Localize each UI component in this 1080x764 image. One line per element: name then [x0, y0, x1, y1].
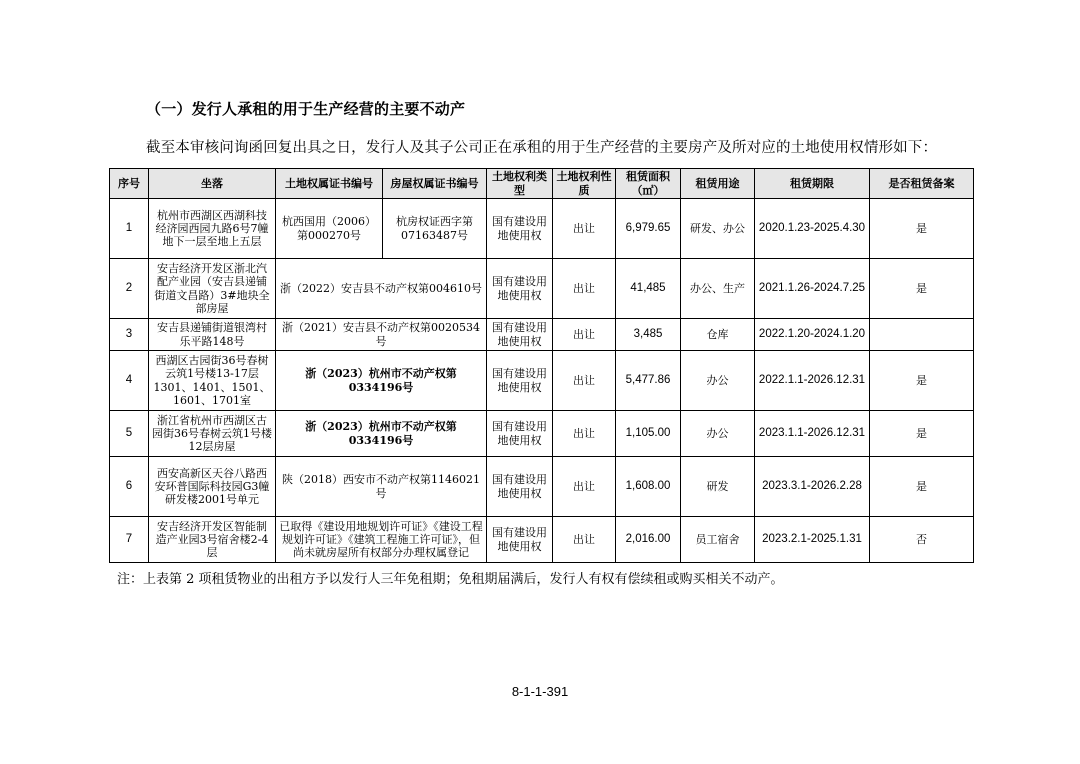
- table-row: [110, 259, 974, 319]
- cert-cell: 浙（2023）杭州市不动产权第0334196号: [276, 411, 487, 457]
- location-cell: 安吉经济开发区智能制造产业园3号宿舍楼2-4层: [149, 517, 276, 563]
- cert-cell: 浙（2021）安吉县不动产权第0020534号: [276, 319, 487, 351]
- cert-cell: 陕（2018）西安市不动产权第1146021号: [276, 457, 487, 517]
- header-cell: 租赁用途: [681, 169, 755, 199]
- term-cell: 2022.1.20-2024.1.20: [755, 319, 870, 351]
- use-cell: 研发、办公: [681, 199, 755, 259]
- row-number: 5: [110, 411, 149, 457]
- table-header-row: [110, 169, 974, 199]
- cert-cell: 浙（2022）安吉县不动产权第004610号: [276, 259, 487, 319]
- area-cell: 2,016.00: [616, 517, 681, 563]
- row-number: 3: [110, 319, 149, 351]
- header-cell: 租赁期限: [755, 169, 870, 199]
- area-cell: 1,105.00: [616, 411, 681, 457]
- land-nature-cell: 出让: [553, 199, 616, 259]
- land-type-cell: 国有建设用地使用权: [487, 457, 553, 517]
- lease-table: [109, 168, 974, 563]
- area-cell: 3,485: [616, 319, 681, 351]
- area-cell: 6,979.65: [616, 199, 681, 259]
- header-cell: 坐落: [149, 169, 276, 199]
- use-cell: 员工宿舍: [681, 517, 755, 563]
- land-nature-cell: 出让: [553, 351, 616, 411]
- filed-cell: 是: [870, 199, 974, 259]
- header-cell: 租赁面积（㎡）: [616, 169, 681, 199]
- page-number: 8-1-1-391: [511, 684, 569, 699]
- filed-cell: 是: [870, 457, 974, 517]
- term-cell: 2023.2.1-2025.1.31: [755, 517, 870, 563]
- filed-cell: 是: [870, 351, 974, 411]
- house-cert-cell: 杭房权证西字第07163487号: [383, 199, 487, 259]
- cert-cell: 已取得《建设用地规划许可证》《建设工程规划许可证》《建筑工程施工许可证》，但尚未就房屋所有权部分办理权属登记: [276, 517, 487, 563]
- land-nature-cell: 出让: [553, 457, 616, 517]
- term-cell: 2022.1.1-2026.12.31: [755, 351, 870, 411]
- use-cell: 办公、生产: [681, 259, 755, 319]
- term-cell: 2023.3.1-2026.2.28: [755, 457, 870, 517]
- term-cell: 2023.1.1-2026.12.31: [755, 411, 870, 457]
- land-type-cell: 国有建设用地使用权: [487, 199, 553, 259]
- location-cell: 安吉县递铺街道银湾村乐平路148号: [149, 319, 276, 351]
- area-cell: 41,485: [616, 259, 681, 319]
- land-type-cell: 国有建设用地使用权: [487, 351, 553, 411]
- table-footnote: 注：上表第 2 项租赁物业的出租方予以发行人三年免租期；免租期届满后，发行人有权有偿续租或购买相关不动产。: [117, 572, 784, 587]
- land-nature-cell: 出让: [553, 259, 616, 319]
- header-cell: 土地权利类型: [487, 169, 553, 199]
- term-cell: 2020.1.23-2025.4.30: [755, 199, 870, 259]
- row-number: 4: [110, 351, 149, 411]
- filed-cell: [870, 319, 974, 351]
- section-heading: （一）发行人承租的用于生产经营的主要不动产: [146, 100, 466, 118]
- row-number: 7: [110, 517, 149, 563]
- land-cert-cell: 杭西国用（2006）第000270号: [276, 199, 383, 259]
- term-cell: 2021.1.26-2024.7.25: [755, 259, 870, 319]
- header-cell: 土地权属证书编号: [276, 169, 383, 199]
- row-number: 2: [110, 259, 149, 319]
- cert-cell: 浙（2023）杭州市不动产权第0334196号: [276, 351, 487, 411]
- header-cell: 土地权利性质: [553, 169, 616, 199]
- filed-cell: 是: [870, 411, 974, 457]
- table-row: [110, 319, 974, 351]
- location-cell: 西安高新区天谷八路西安环普国际科技园G3幢研发楼2001号单元: [149, 457, 276, 517]
- land-nature-cell: 出让: [553, 411, 616, 457]
- intro-paragraph: 截至本审核问询函回复出具之日，发行人及其子公司正在承租的用于生产经营的主要房产及所对应的土地使用权情形如下：: [146, 140, 938, 156]
- location-cell: 浙江省杭州市西湖区古园街36号春树云筑1号楼12层房屋: [149, 411, 276, 457]
- filed-cell: 是: [870, 259, 974, 319]
- row-number: 1: [110, 199, 149, 259]
- filed-cell: 否: [870, 517, 974, 563]
- use-cell: 办公: [681, 411, 755, 457]
- table-row: [110, 351, 974, 411]
- location-cell: 安吉经济开发区浙北汽配产业园（安吉县递铺街道文昌路）3#地块全部房屋: [149, 259, 276, 319]
- location-cell: 杭州市西湖区西湖科技经济园西园九路6号7幢地下一层至地上五层: [149, 199, 276, 259]
- location-cell: 西湖区古园街36号春树云筑1号楼13-17层1301、1401、1501、1601、1701室: [149, 351, 276, 411]
- table-row: [110, 457, 974, 517]
- table-row: [110, 411, 974, 457]
- table-row: [110, 199, 974, 259]
- land-nature-cell: 出让: [553, 517, 616, 563]
- area-cell: 1,608.00: [616, 457, 681, 517]
- use-cell: 办公: [681, 351, 755, 411]
- table-row: [110, 517, 974, 563]
- header-cell: 序号: [110, 169, 149, 199]
- land-type-cell: 国有建设用地使用权: [487, 411, 553, 457]
- land-type-cell: 国有建设用地使用权: [487, 319, 553, 351]
- row-number: 6: [110, 457, 149, 517]
- header-cell: 是否租赁备案: [870, 169, 974, 199]
- land-type-cell: 国有建设用地使用权: [487, 259, 553, 319]
- use-cell: 研发: [681, 457, 755, 517]
- land-type-cell: 国有建设用地使用权: [487, 517, 553, 563]
- header-cell: 房屋权属证书编号: [383, 169, 487, 199]
- land-nature-cell: 出让: [553, 319, 616, 351]
- use-cell: 仓库: [681, 319, 755, 351]
- area-cell: 5,477.86: [616, 351, 681, 411]
